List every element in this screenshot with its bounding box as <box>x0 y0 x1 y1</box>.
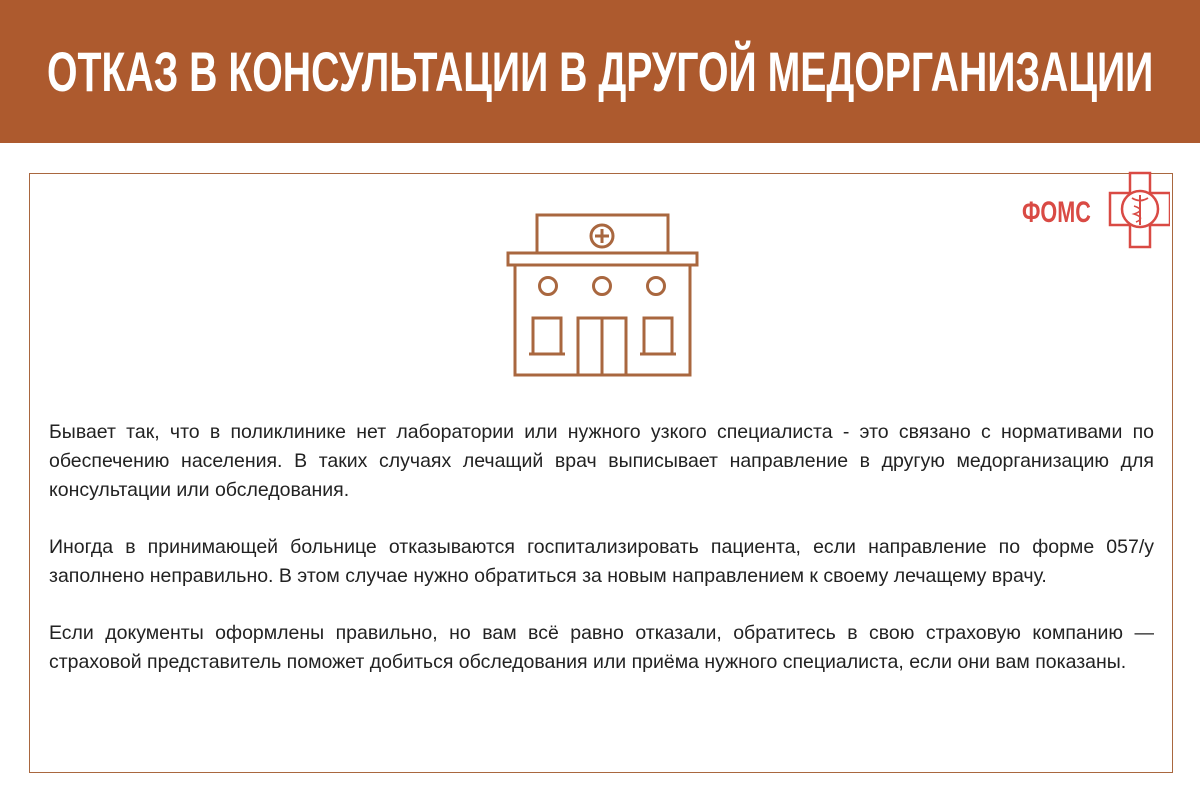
page-title: ОТКАЗ В КОНСУЛЬТАЦИИ В ДРУГОЙ МЕДОРГАНИЗАЦИИ <box>46 40 1154 103</box>
paragraph: Если документы оформлены правильно, но вам всё равно отказали, обратитесь в свою страховую компанию — страховой представитель поможет добиться обследования или приёма нужного специалиста, если они вам показаны. <box>49 622 1154 673</box>
logo-text: ФОМС <box>1022 196 1091 229</box>
body-text <box>49 418 1154 705</box>
medical-cross-caduceus-icon <box>1110 173 1170 247</box>
header-banner <box>0 0 1200 143</box>
paragraph: Бывает так, что в поликлинике нет лаборатории или нужного узкого специалиста - это связано с нормативами по обеспечению населения. В таких случаях лечащий врач выписывает направление в другую медорганизацию для консультации или обследования. <box>49 421 1154 501</box>
paragraph: Иногда в принимающей больнице отказываются госпитализировать пациента, если направление по форме 057/у заполнено неправильно. В этом случае нужно обратиться за новым направлением к своему лечащему врачу. <box>49 536 1154 587</box>
hospital-building-icon <box>505 212 700 377</box>
